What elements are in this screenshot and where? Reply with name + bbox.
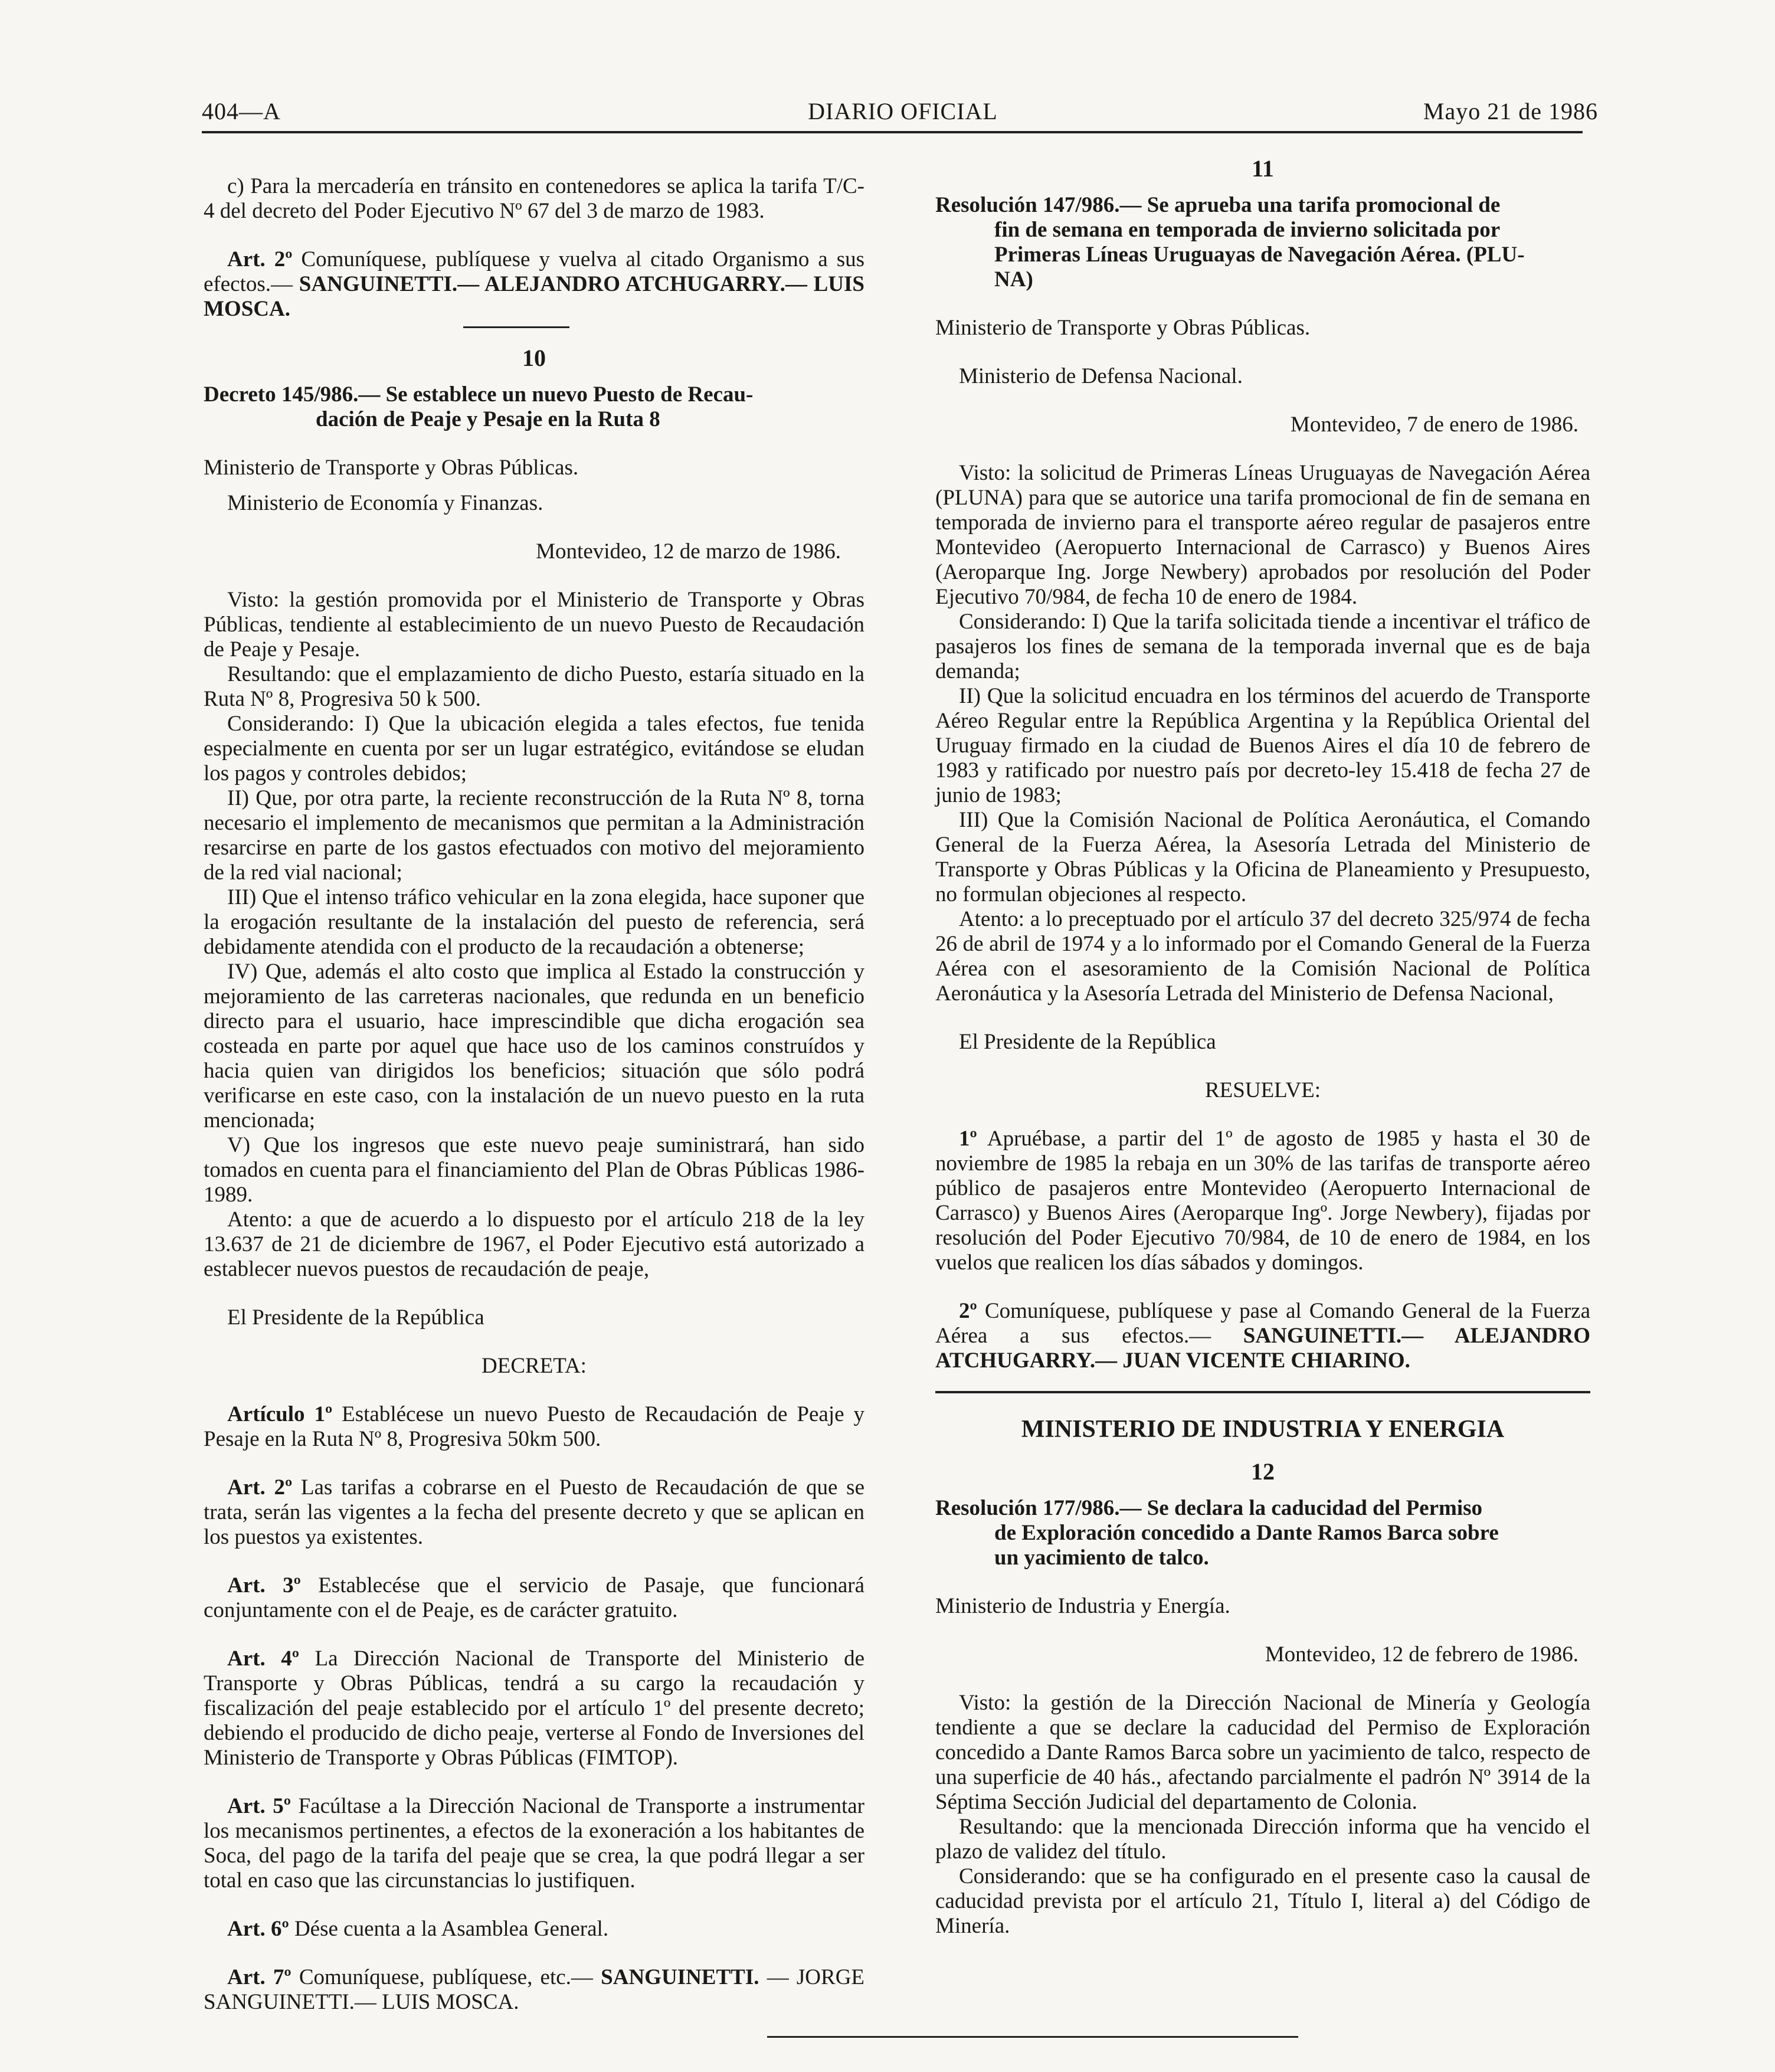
decreta-heading: DECRETA: [482,1354,587,1378]
president-line: El Presidente de la República [227,1305,484,1330]
visto-r: Visto: la solicitud de Primeras Líneas Uruguayas de Navegación Aérea (PLUNA) para que se autorice una tarifa promocional de fin de semana en temporada de invierno para el transporte aéreo regular de pasajeros entre Montevideo (Aeropuerto Internacional de Carrasco) y Buenos Aires (Aeroparque Ing. Jorge Newbery) aprobados por resolución del Poder Ejecutivo 70/984, de fecha 10 de enero de 1984. [935,461,1590,609]
ministry-defense: Ministerio de Defensa Nacional. [959,364,1243,388]
atento-r: Atento: a lo preceptuado por el artículo 37 del decreto 325/974 de fecha 26 de abril de 1974 y a lo informado por el Comando General de la Fuerza Aérea con el asesoramiento de la Comisión Nacional de Política Aeronáutica y la Asesoría Letrada del Ministerio de Defensa Nacional, [935,907,1590,1006]
article-3-label: Art. 3º [227,1573,301,1598]
place-date-r: Montevideo, 7 de enero de 1986. [1290,413,1578,437]
considerando-r1: Considerando: I) Que la tarifa solicitada tiende a incentivar el tráfico de pasajeros los fines de semana de la temporada invernal que es de baja demanda; [935,610,1590,683]
item-number-10: 10 [522,345,546,371]
item-number-12: 12 [1251,1458,1275,1485]
article-5 [204,1794,864,1893]
place-date-r2: Montevideo, 12 de febrero de 1986. [1265,1642,1578,1667]
article-4 [204,1647,864,1770]
considerando-3: III) Que el intenso tráfico vehicular en la zona elegida, hace suponer que la erogación resultante de la instalación del puesto de referencia, será debidamente atendida con el producto de la recaudación a obtenerse; [204,885,864,959]
considerando-r4: Considerando: que se ha configurado en el presente caso la causal de caducidad prevista por el artículo 21, Título I, literal a) del Código de Minería. [935,1864,1590,1938]
left-column [204,156,864,2015]
article-7-signature: SANGUINETTI. [601,1965,759,1989]
header-rule [202,131,1583,133]
article-5-label: Art. 5º [227,1794,291,1818]
resolution-177-title-line2: de Exploración concedido a Dante Ramos Barca sobre [994,1521,1499,1545]
article-3-text: Establecése que el servicio de Pasaje, que funcionará conjuntamente con el de Peaje, es de carácter gratuito. [204,1573,864,1622]
considerando-4: IV) Que, además el alto costo que implica al Estado la construcción y mejoramiento de las carreteras nacionales, que redunda en un beneficio directo para el usuario, hace imprescindible que dicha erogación sea costeada en parte por aquel que hace uso de los caminos construídos y hacia quien van dirigidos los beneficios; situación que sólo podrá verificarse en este caso, con la instalación de un nuevo puesto en la ruta mencionada; [204,960,864,1132]
article-2-signatures: SANGUINETTI.— ALEJANDRO ATCHUGARRY.— LUIS MOSCA. [204,272,864,321]
resolve-point-1 [935,1127,1590,1275]
article-2-text: Comuníquese, publíquese y vuelva al citado Organismo a sus efectos.— [204,247,864,296]
ministry-transport-r: Ministerio de Transporte y Obras Públicas. [935,316,1311,340]
intro-paragraph-c: c) Para la mercadería en tránsito en contenedores se aplica la tarifa T/C-4 del decreto del Poder Ejecutivo Nº 67 del 3 de marzo de 1983. [204,174,864,223]
resultando-paragraph: Resultando: que el emplazamiento de dicho Puesto, estaría situado en la Ruta Nº 8, Progresiva 50 k 500. [204,662,864,711]
resolution-147-title-line1: Resolución 147/986.— Se aprueba una tarifa promocional de [935,193,1501,217]
resolution-177-title [935,1496,1590,1570]
considerando-5: V) Que los ingresos que este nuevo peaje suministrará, han sido tomados en cuenta para el financiamiento del Plan de Obras Públicas 1986-1989. [204,1133,864,1207]
article-1 [204,1402,864,1452]
decree-title [204,382,864,432]
article-6-text: Dése cuenta a la Asamblea General. [294,1917,609,1941]
atento-paragraph: Atento: a que de acuerdo a lo dispuesto por el artículo 218 de la ley 13.637 de 21 de diciembre de 1967, el Poder Ejecutivo está autorizado a establecer nuevos puestos de recaudación de peaje, [204,1207,864,1281]
article-4-label: Art. 4º [227,1647,299,1671]
article-2 [204,1475,864,1550]
resolution-147-title-line3: Primeras Líneas Uruguayas de Navegación Aérea. (PLU- [994,243,1525,267]
article-7-label: Art. 7º [227,1965,292,1989]
visto-r2: Visto: la gestión de la Dirección Nacional de Minería y Geología tendiente a que se declare la caducidad del Permiso de Exploración concedido a Dante Ramos Barca sobre un yacimiento de talco, respecto de una superficie de 40 hás., afectando parcialmente el padrón Nº 3914 de la Séptima Sección Judicial del departamento de Colonia. [935,1691,1590,1814]
resolution-147-title [935,193,1590,292]
considerando-1: Considerando: I) Que la ubicación elegida a tales efectos, fue tenida especialmente en cuenta por ser un lugar estratégico, evitándose se eludan los pagos y controles debidos; [204,712,864,785]
item-number-11: 11 [1252,155,1274,182]
resolution-177-title-line3: un yacimiento de talco. [994,1546,1209,1570]
place-date: Montevideo, 12 de marzo de 1986. [536,539,841,564]
article-1-label: Artículo 1º [227,1402,333,1426]
decree-title-line1: Decreto 145/986.— Se establece un nuevo Puesto de Recau- [204,382,754,407]
article-7 [204,1965,864,2015]
article-2-block [204,247,864,322]
publication-title: DIARIO OFICIAL [808,98,998,125]
resolve-2-signatures: SANGUINETTI.— ALEJANDRO ATCHUGARRY.— JUAN VICENTE CHIARINO. [935,1324,1591,1373]
resuelve-heading: RESUELVE: [1205,1078,1321,1102]
resolve-1-text: Apruébase, a partir del 1º de agosto de 1985 y hasta el 30 de noviembre de 1985 la rebaja en un 30% de las tarifas de transporte aéreo público de pasajeros entre Montevideo (Aeropuerto Internacional de Carrasco) y Buenos Aires (Aeroparque Ingº. Jorge Newbery), fijadas por resolución del Poder Ejecutivo 70/984, de 10 de enero de 1984, en los vuelos que realicen los días sábados y domingos. [935,1127,1590,1275]
footer-rule [767,2036,1298,2038]
article-2b-text: Las tarifas a cobrarse en el Puesto de Recaudación de que se trata, serán las vigentes a la fecha del presente decreto y que se aplican en los puestos ya existentes. [204,1475,865,1549]
article-7-text: Comuníquese, publíquese, etc.— [299,1965,593,1989]
ministry-economy: Ministerio de Economía y Finanzas. [227,491,543,515]
section-rule [935,1391,1590,1393]
article-4-text: La Dirección Nacional de Transporte del Ministerio de Transporte y Obras Públicas, tendrá a su cargo la recaudación y fiscalización del peaje establecido por el artículo 1º del presente decreto; debiendo el producido de dicho peaje, verterse al Fondo de Inversiones del Ministerio de Transporte y Obras Públicas (FIMTOP). [204,1647,864,1770]
ministry-transport: Ministerio de Transporte y Obras Públicas. [204,456,579,480]
page-number: 404—A [202,98,281,125]
ministry-industry: Ministerio de Industria y Energía. [935,1594,1230,1618]
resolution-147-title-line2: fin de semana en temporada de invierno solicitada por [994,218,1501,242]
article-6 [204,1917,864,1942]
considerando-r3: III) Que la Comisión Nacional de Política Aeronáutica, el Comando General de la Fuerza Aérea, la Asesoría Letrada del Ministerio de Transporte y Obras Públicas y la Oficina de Planeamiento y Presupuesto, no formulan objeciones al respecto. [935,808,1590,906]
article-6-label: Art. 6º [227,1917,289,1941]
resolve-2-text: Comuníquese, publíquese y pase al Comando General de la Fuerza Aérea a sus efectos.— [935,1299,1590,1348]
resolution-147-title-line4: NA) [994,267,1033,292]
president-line-r: El Presidente de la República [959,1030,1216,1054]
article-2-label: Art. 2º [227,247,293,271]
article-1-text: Establécese un nuevo Puesto de Recaudación de Peaje y Pesaje en la Ruta Nº 8, Progresiva 50km 500. [204,1402,864,1451]
article-3 [204,1573,864,1623]
resolve-2-label: 2º [959,1299,977,1323]
separator-rule [463,326,569,328]
decree-title-line2: dación de Peaje y Pesaje en la Ruta 8 [316,407,660,431]
visto-paragraph: Visto: la gestión promovida por el Ministerio de Transporte y Obras Públicas, tendiente al establecimiento de un nuevo Puesto de Recaudación de Peaje y Pesaje. [204,588,864,662]
article-5-text: Facúltase a la Dirección Nacional de Transporte a instrumentar los mecanismos pertinentes, a efectos de la exoneración a los habitantes de Soca, del pago de la tarifa del peaje que se crea, la que podrá llegar a ser total en caso que las circunstancias lo justifiquen. [204,1794,865,1893]
resultando-r2: Resultando: que la mencionada Dirección informa que ha vencido el plazo de validez del título. [935,1815,1590,1864]
resolve-1-label: 1º [959,1127,977,1151]
resolve-point-2 [935,1299,1590,1373]
article-7-signatures: — JORGE SANGUINETTI.— LUIS MOSCA. [204,1965,865,2014]
right-column [935,156,1590,1939]
resolution-177-title-line1: Resolución 177/986.— Se declara la caducidad del Permiso [935,1496,1483,1520]
issue-date: Mayo 21 de 1986 [1423,98,1598,125]
considerando-r2: II) Que la solicitud encuadra en los términos del acuerdo de Transporte Aéreo Regular entre la República Argentina y la República Oriental del Uruguay firmado en la ciudad de Buenos Aires el día 10 de febrero de 1983 y ratificado por nuestro país por decreto-ley 15.418 de fecha 27 de junio de 1983; [935,684,1590,807]
article-2b-label: Art. 2º [227,1475,293,1500]
considerando-2: II) Que, por otra parte, la reciente reconstrucción de la Ruta Nº 8, torna necesario el implemento de mecanismos que permitan a la Administración resarcirse en parte de los gastos efectuados con motivo del mejoramiento de la red vial nacional; [204,786,864,885]
section-heading-industry: MINISTERIO DE INDUSTRIA Y ENERGIA [1021,1416,1505,1443]
